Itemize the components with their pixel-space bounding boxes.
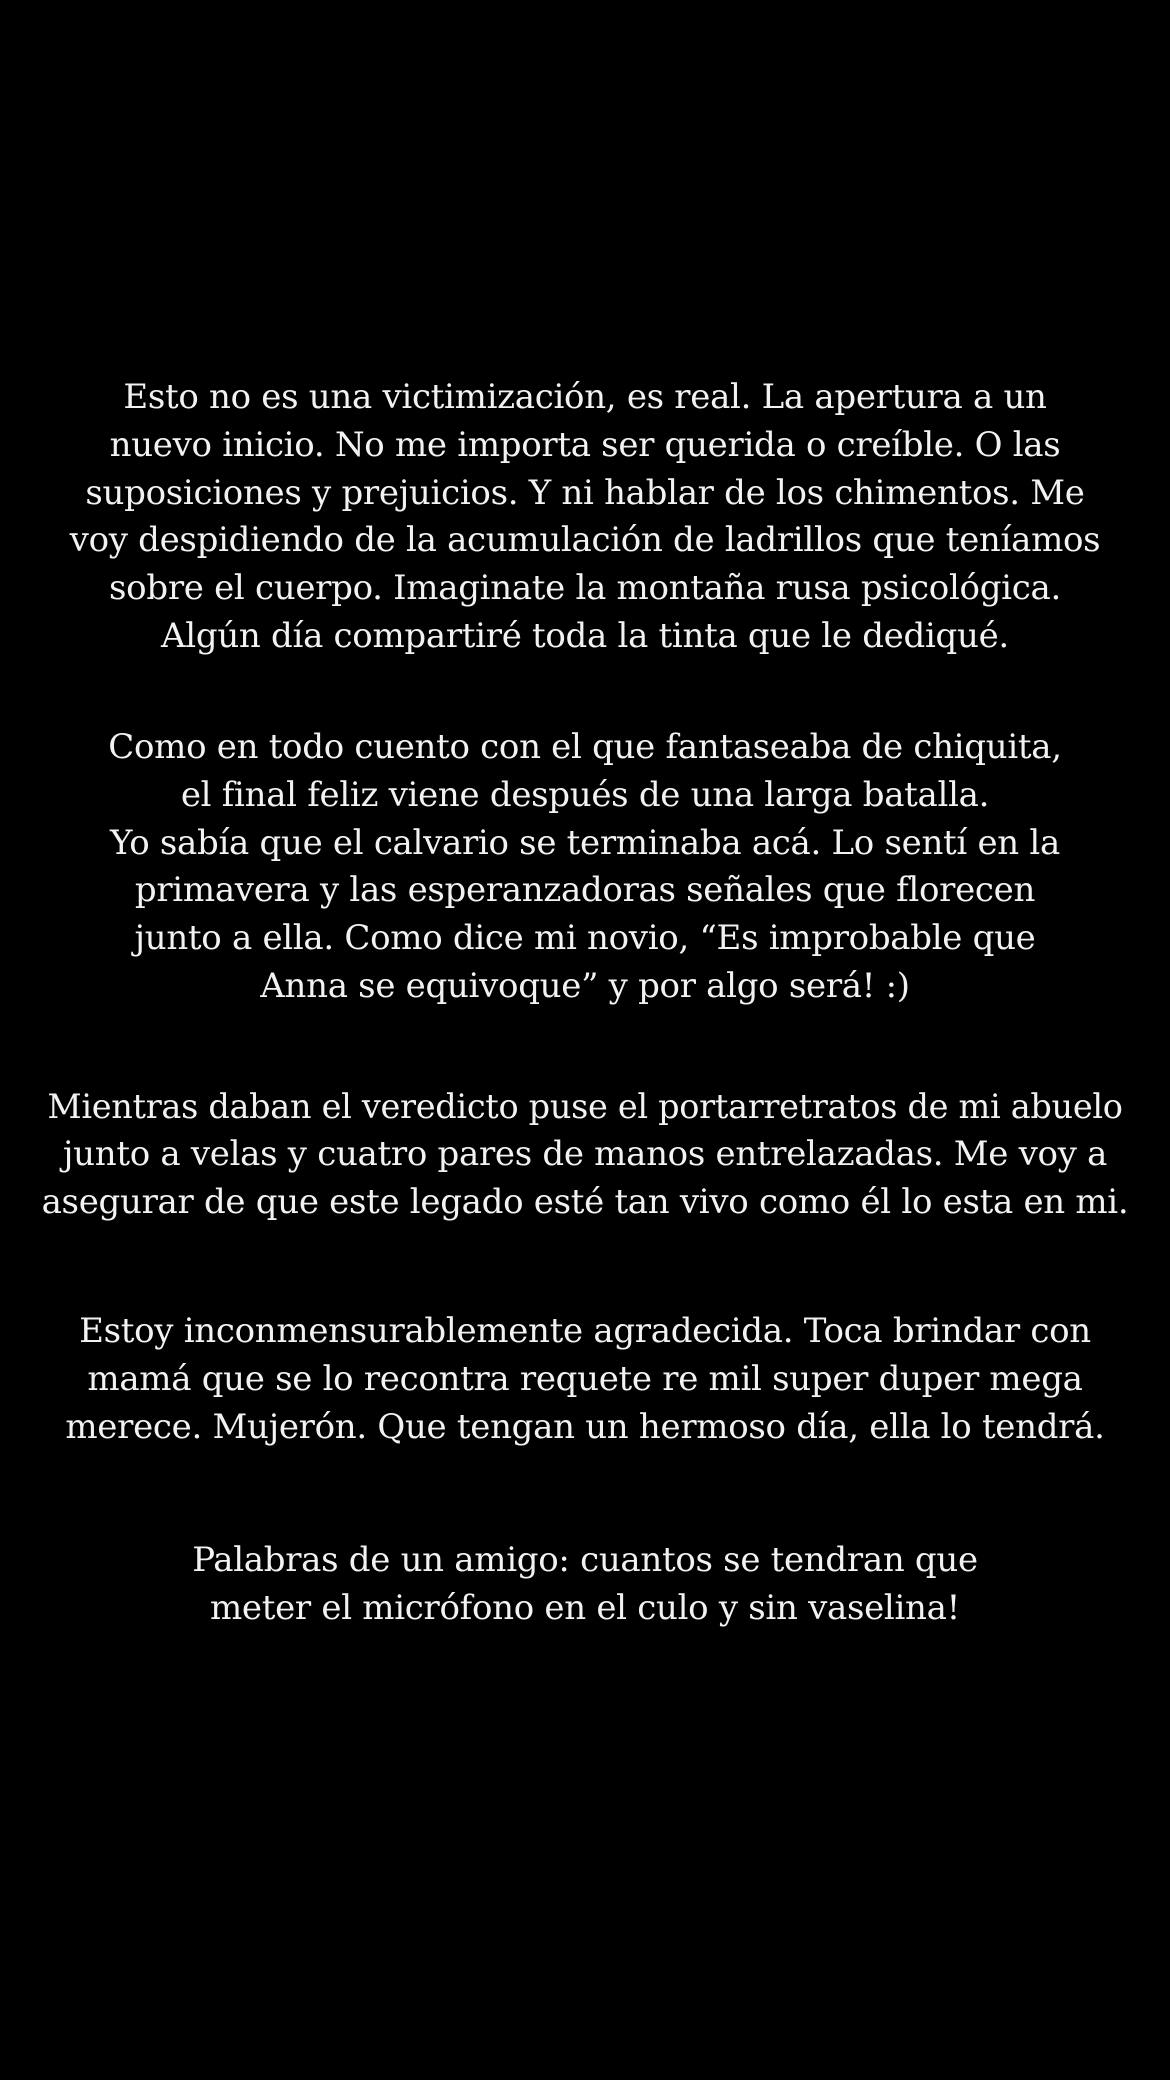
text-line: Como en todo cuento con el que fantaseaba de chiquita, <box>108 727 1062 767</box>
text-line: Estoy inconmensurablemente agradecida. Toca brindar con <box>79 1311 1091 1351</box>
story-paragraph-4 <box>40 1308 1130 1451</box>
text-line: suposiciones y prejuicios. Y ni hablar de los chimentos. Me <box>85 472 1085 513</box>
text-line: Anna se equivoque” y por algo será! :) <box>260 965 910 1006</box>
text-line: primavera y las esperanzadoras señales que florecen <box>134 870 1036 911</box>
text-line: el final feliz viene después de una larga batalla. <box>180 774 990 815</box>
text-line: merece. Mujerón. Que tengan un hermoso día, ella lo tendrá. <box>65 1406 1105 1447</box>
text-line: Algún día compartiré toda la tinta que le dediqué. <box>161 615 1009 656</box>
story-paragraph-2 <box>40 724 1130 1011</box>
text-line: sobre el cuerpo. Imaginate la montaña rusa psicológica. <box>109 568 1061 609</box>
text-line: mamá que se lo recontra requete re mil super duper mega <box>87 1358 1083 1399</box>
story-paragraph-3 <box>40 1083 1130 1226</box>
text-line: Esto no es una victimización, es real. La apertura a un <box>123 377 1047 417</box>
text-line: meter el micrófono en el culo y sin vaselina! <box>209 1587 960 1628</box>
text-line: Mientras daban el veredicto puse el portarretratos de mi abuelo <box>47 1087 1123 1126</box>
story-paragraph-1 <box>40 374 1130 661</box>
story-paragraph-5 <box>40 1537 1130 1633</box>
text-line: Yo sabía que el calvario se terminaba acá. Lo sentí en la <box>110 822 1060 863</box>
text-line: junto a ella. Como dice mi novio, “Es improbable que <box>134 918 1036 959</box>
text-line: asegurar de que este legado esté tan vivo como él lo esta en mi. <box>41 1181 1129 1222</box>
text-line: Palabras de un amigo: cuantos se tendran que <box>192 1540 978 1580</box>
text-line: junto a velas y cuatro pares de manos entrelazadas. Me voy a <box>62 1133 1108 1174</box>
text-line: voy despidiendo de la acumulación de ladrillos que teníamos <box>69 520 1101 561</box>
text-line: nuevo inicio. No me importa ser querida o creíble. O las <box>109 424 1061 465</box>
